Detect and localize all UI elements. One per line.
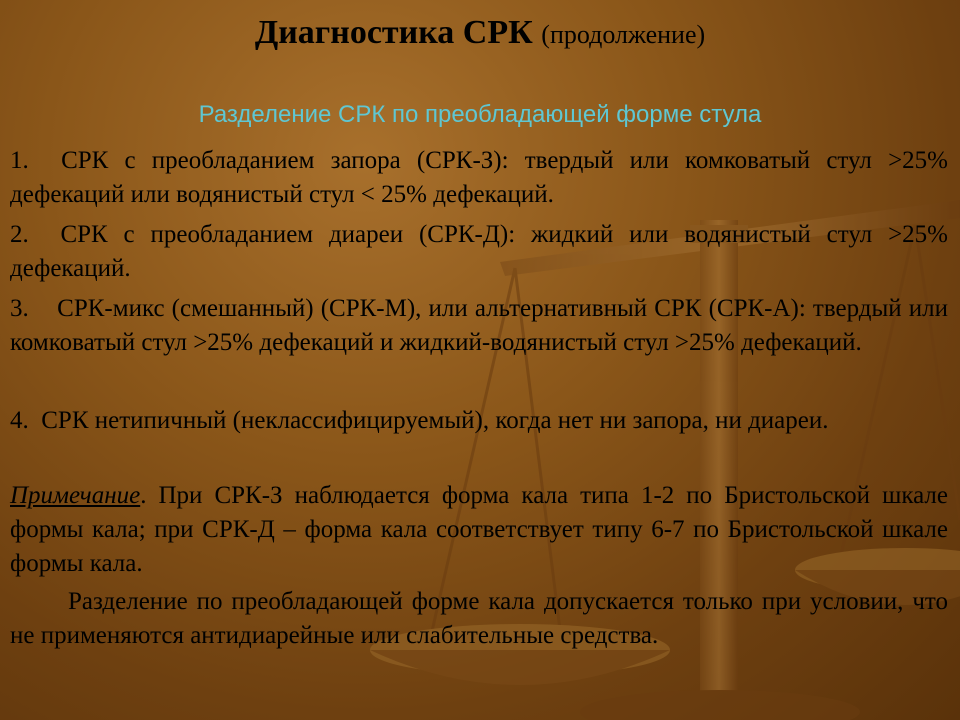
list-item-text: СРК нетипичный (неклассифицируемый), когда нет ни запора, ни диареи. [41, 407, 829, 434]
note-label: Примечание [10, 482, 141, 509]
note-text: . При СРК-З наблюдается форма кала типа 1-2 по Бристольской шкале формы кала; при СРК-Д – форма кала соответствует типу 6-7 по Бристольской шкале формы кала. [10, 482, 948, 577]
list-item-text: СРК с преобладанием диареи (СРК-Д): жидкий или водянистый стул >25% дефекаций. [10, 221, 948, 282]
title-main: Диагностика СРК [254, 14, 533, 51]
closing-paragraph: Разделение по преобладающей форме кала допускается только при условии, что не применяются антидиарейные или слабительные средства. [10, 588, 948, 649]
list-item-text: СРК-микс (смешанный) (СРК-М), или альтернативный СРК (СРК-А): твердый или комковатый стул >25% дефекаций и жидкий-водянистый стул >25% дефекаций. [10, 295, 949, 356]
list-item [10, 404, 948, 438]
list-item [10, 218, 948, 286]
list-item [10, 144, 948, 212]
list-item-number: 4. [10, 407, 29, 434]
section-subtitle: Разделение СРК по преобладающей форме стула [198, 101, 762, 128]
title-sub: (продолжение) [541, 20, 706, 49]
note-paragraph [10, 479, 948, 581]
list-item-text: СРК с преобладанием запора (СРК-З): твердый или комковатый стул >25% дефекаций или водянистый стул < 25% дефекаций. [10, 147, 948, 208]
slide-title [0, 14, 960, 52]
list-item [10, 292, 948, 360]
list-item-number: 2. [10, 221, 29, 248]
list-item-number: 1. [10, 147, 29, 174]
list-item-number: 3. [10, 295, 29, 322]
